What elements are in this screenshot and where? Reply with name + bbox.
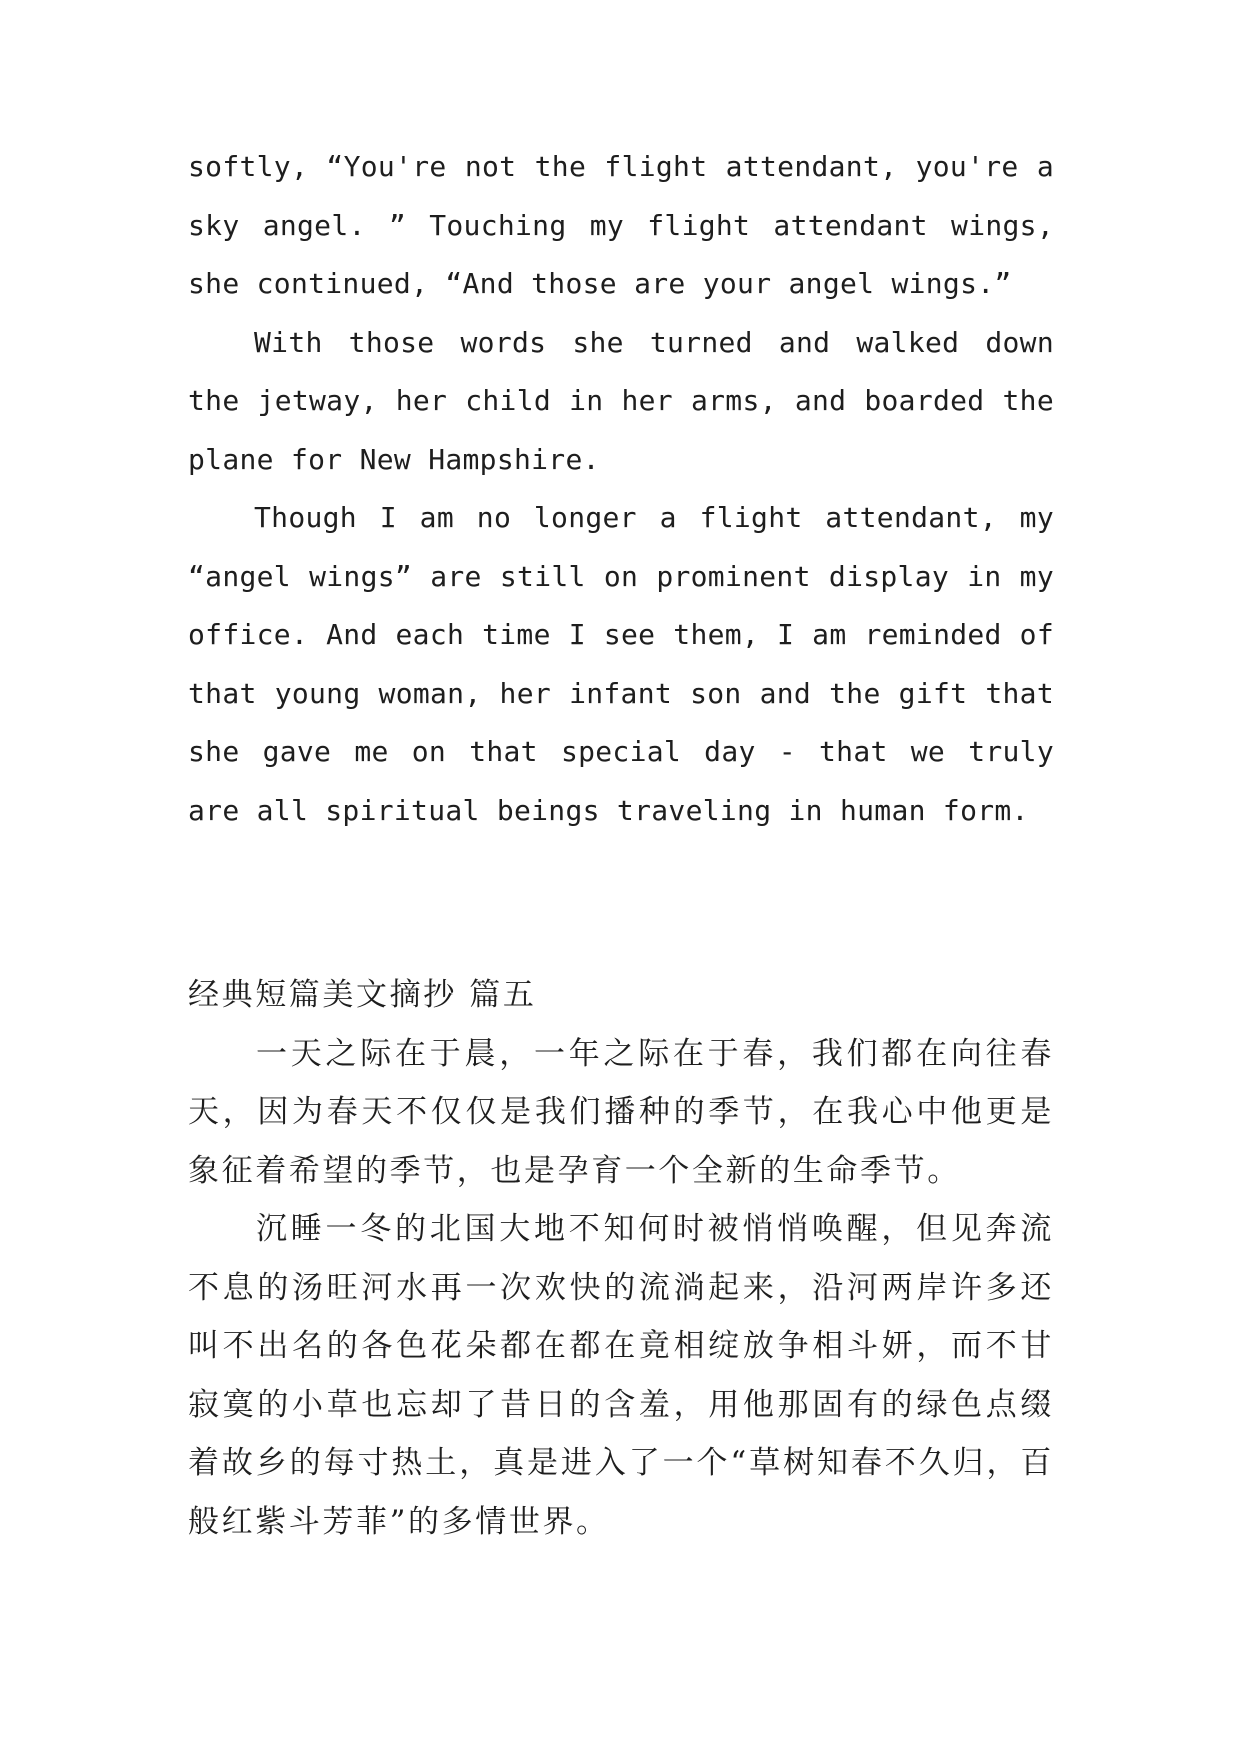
chinese-paragraph-1: 一天之际在于晨，一年之际在于春，我们都在向往春天，因为春天不仅仅是我们播种的季节，在我心中他更是象征着希望的季节，也是孕育一个全新的生命季节。 — [188, 1035, 1054, 1189]
english-paragraph-1: softly, “You're not the flight attendant, you're a sky angel. ” Touching my flight attendant wings, she continued, “And those are your angel wings.” — [188, 150, 1054, 300]
section-title: 经典短篇美文摘抄 篇五 — [188, 977, 537, 1013]
chinese-section — [188, 966, 1054, 1551]
english-section — [188, 138, 1054, 840]
english-paragraph-3: Though I am no longer a flight attendant, my “angel wings” are still on prominent display in my office. And each time I see them, I am reminded of that young woman, her infant son and the gift that she gave me on that special day - that we truly are all spiritual beings traveling in human form. — [188, 501, 1054, 827]
chinese-paragraph-2: 沉睡一冬的北国大地不知何时被悄悄唤醒，但见奔流不息的汤旺河水再一次欢快的流淌起来，沿河两岸许多还叫不出名的各色花朵都在都在竟相绽放争相斗妍，而不甘寂寞的小草也忘却了昔日的含羞，用他那固有的绿色点缀着故乡的每寸热土，真是进入了一个“草树知春不久归，百般红紫斗芳菲”的多情世界。 — [188, 1211, 1054, 1540]
english-paragraph-2: With those words she turned and walked down the jetway, her child in her arms, and boarded the plane for New Hampshire. — [188, 325, 1054, 476]
